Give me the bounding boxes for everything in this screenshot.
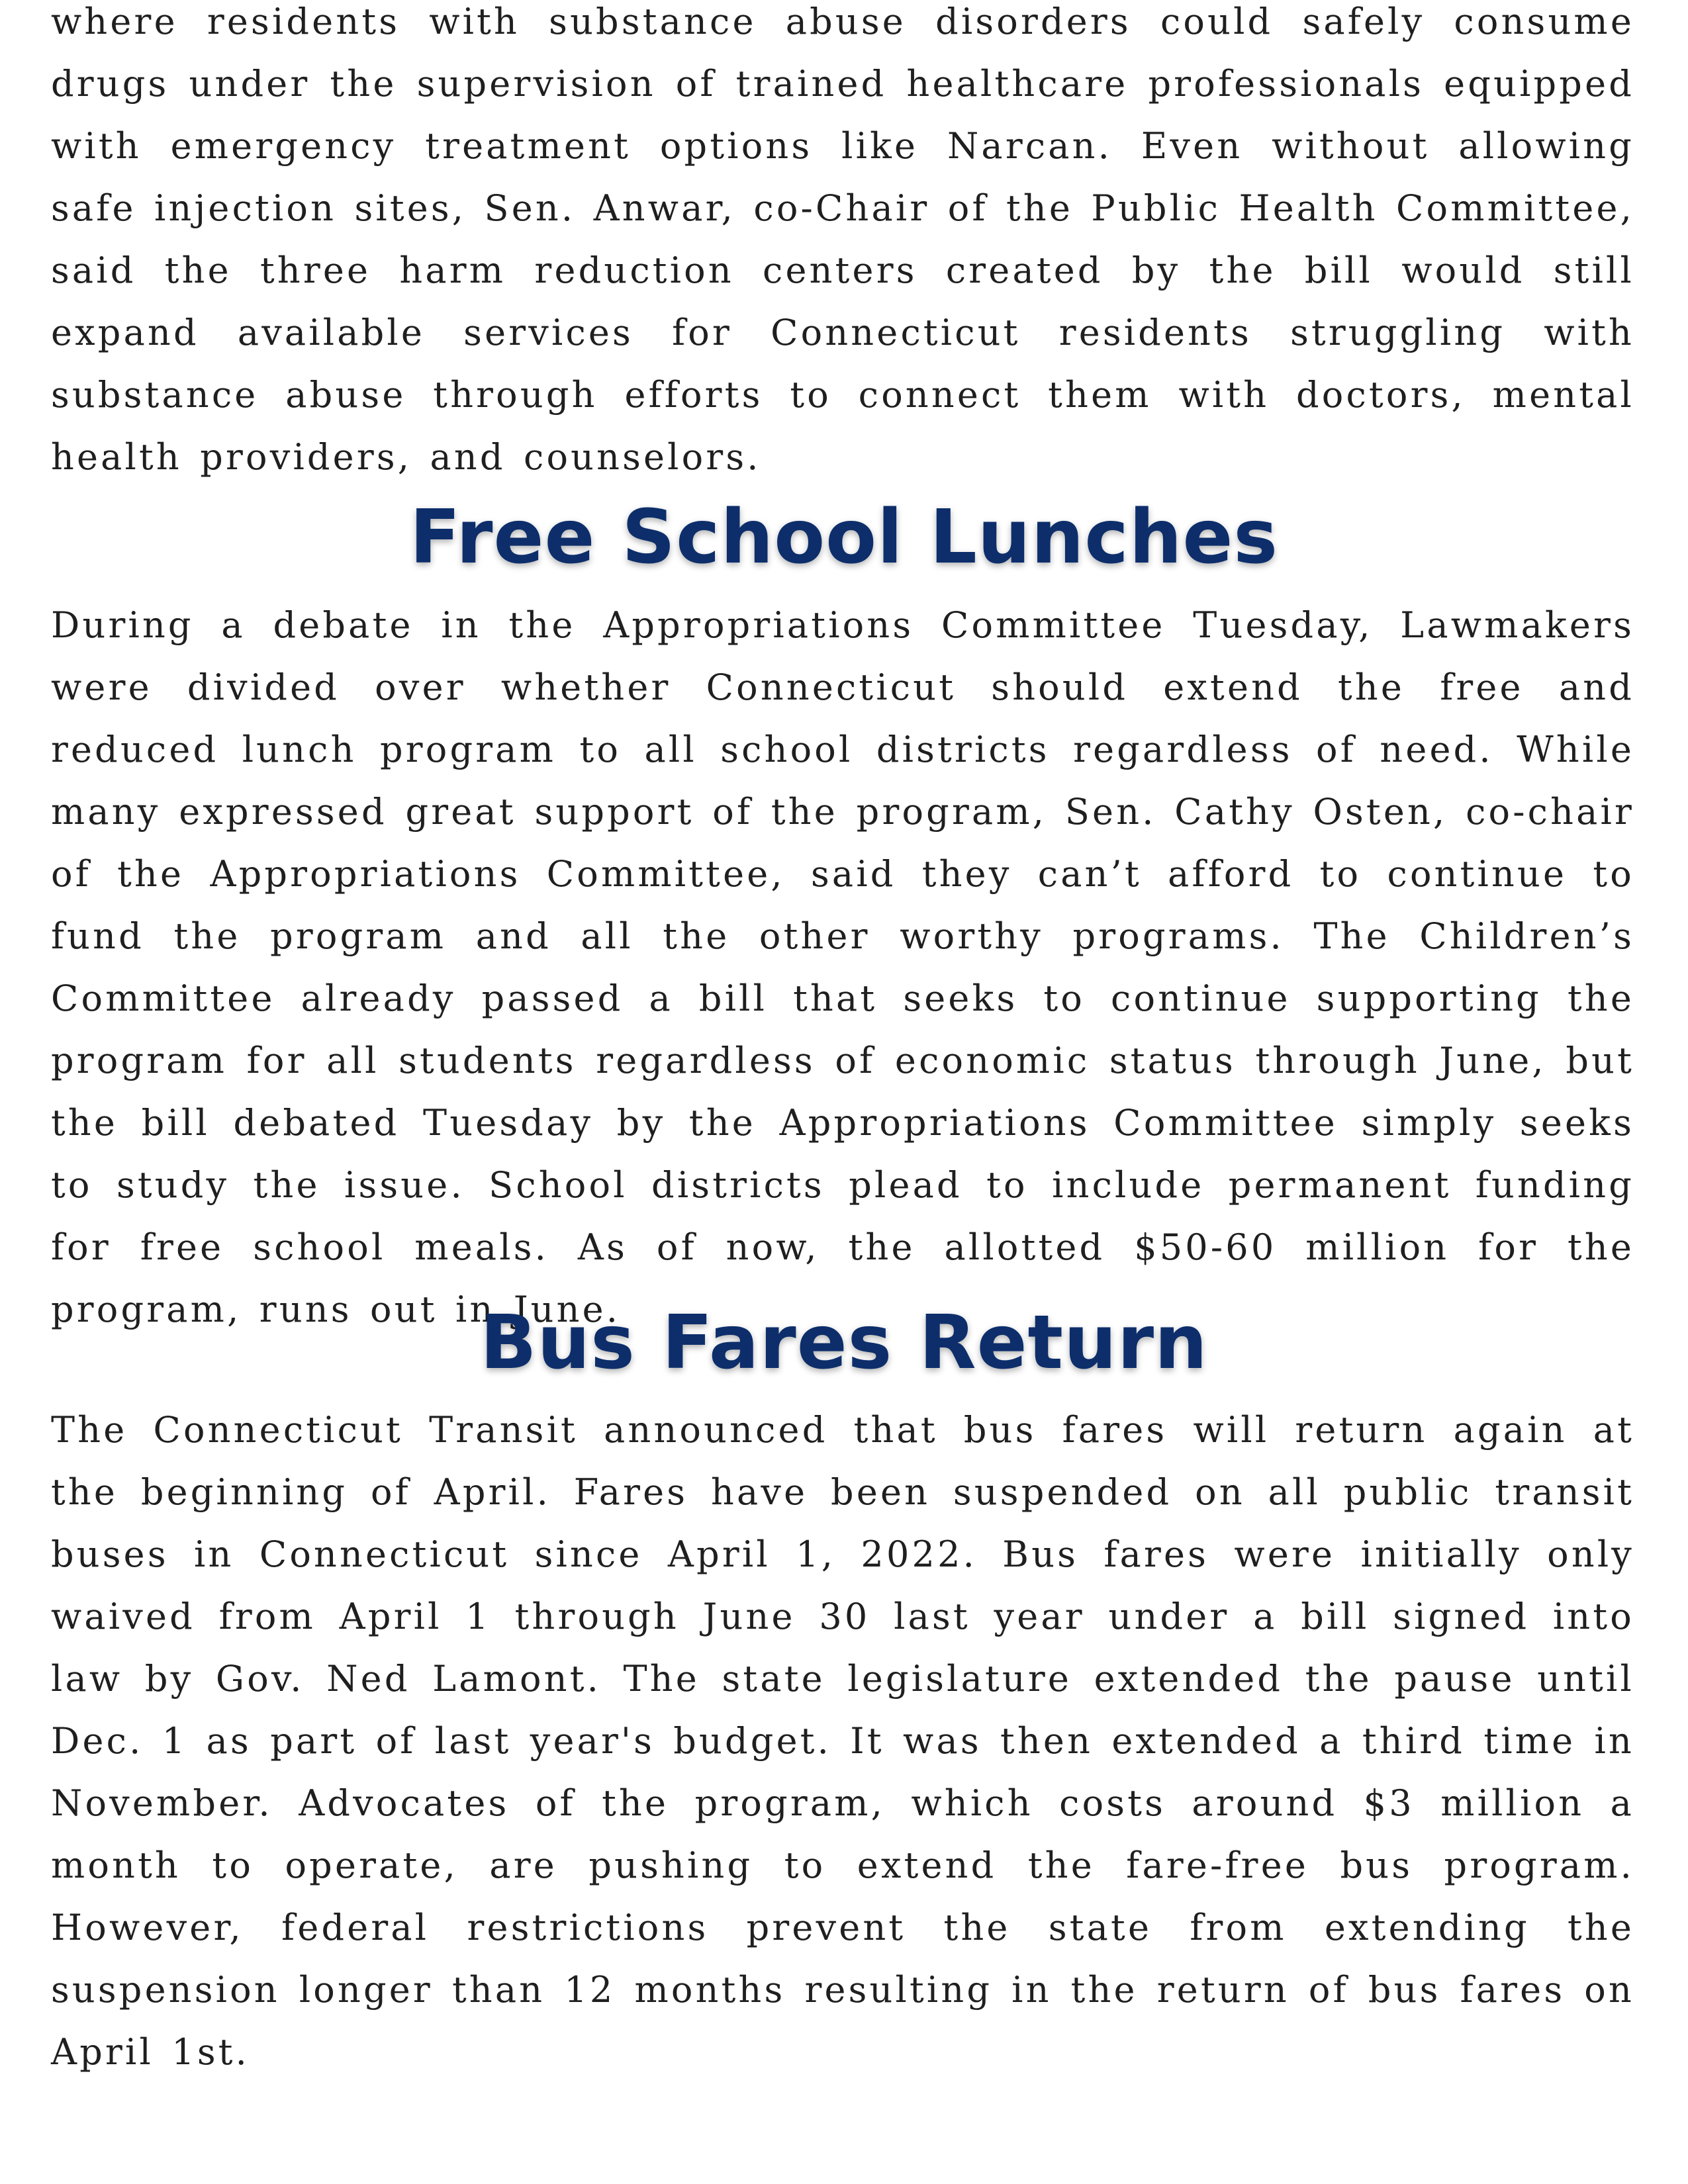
intro-paragraph: where residents with substance abuse disorders could safely consume drugs under the supervision of trained healthcare professionals equipped with emergency treatment options like Narcan. Even without allowing safe injection sites, Sen. Anwar, co-Chair of the Public Health Committee, said the three harm reduction centers created by the bill would still expand available services for Connecticut residents struggling with substance abuse through efforts to connect them with doctors, mental health providers, and counselors. [51, 1, 1634, 478]
bus-fares-return-paragraph: The Connecticut Transit announced that bus fares will return again at the beginning of April. Fares have been suspended on all public transit buses in Connecticut since April 1, 2022. Bus fares were initially only waived from April 1 through June 30 last year under a bill signed into law by Gov. Ned Lamont. The state legislature extended the pause until Dec. 1 as part of last year's budget. It was then extended a third time in November. Advocates of the program, which costs around $3 million a month to operate, are pushing to extend the fare-free bus program. However, federal restrictions prevent the state from extending the suspension longer than 12 months resulting in the return of bus fares on April 1st. [51, 1409, 1634, 2073]
free-school-lunches-heading: Free School Lunches [409, 494, 1279, 580]
free-school-lunches-paragraph: During a debate in the Appropriations Committee Tuesday, Lawmakers were divided over whether Connecticut should extend the free and reduced lunch program to all school districts regardless of need. While many expressed great support of the program, Sen. Cathy Osten, co-chair of the Appropriations Committee, said they can’t afford to continue to fund the program and all the other worthy programs. The Children’s Committee already passed a bill that seeks to continue supporting the program for all students regardless of economic status through June, but the bill debated Tuesday by the Appropriations Committee simply seeks to study the issue. School districts plead to include permanent funding for free school meals. As of now, the allotted $50-60 million for the program, runs out in June. [51, 604, 1634, 1330]
bus-fares-return-heading: Bus Fares Return [480, 1300, 1208, 1386]
